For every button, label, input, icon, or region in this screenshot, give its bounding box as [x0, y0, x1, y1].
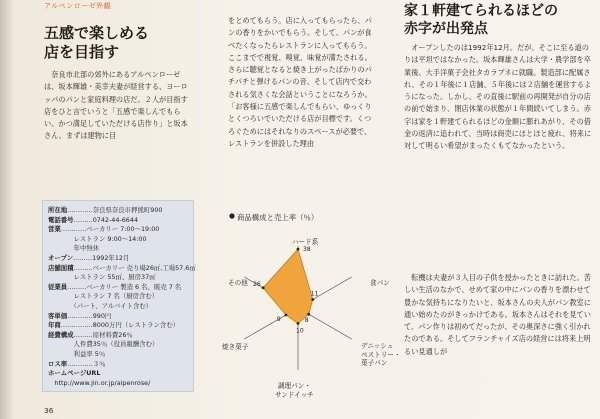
info-row-label: 従業員 — [48, 282, 68, 291]
info-row-value: …………990円 — [67, 311, 112, 320]
info-row — [48, 302, 152, 311]
info-row-value: レストラン 7 名（厨房含む） — [48, 292, 159, 301]
info-row — [48, 273, 156, 282]
radar-data-point — [311, 298, 314, 301]
info-row — [48, 321, 179, 330]
binding-shadow — [0, 0, 14, 419]
info-row — [48, 331, 133, 340]
info-row-value: レストラン 9:00〜14:00 — [48, 234, 147, 243]
info-row-label: 客単価 — [48, 311, 68, 320]
info-row — [48, 312, 111, 321]
left-intro: 奈良市北部の郊外にあるアルペンローゼは、坂本輝雄・美幸夫妻が経営する、ヨーロッパのパンと家庭料理の店だ。２人が目指す店をひと言でいうと「五感で楽しんでもらい、かつ満足していただける店作り」と坂本さん。まずは建物に目 — [44, 70, 188, 141]
radar-value-label: 38 — [303, 246, 311, 254]
radar-data-point — [285, 314, 288, 317]
info-row-value: …………３％ — [67, 359, 106, 368]
info-row-value: …………奈良県奈良市押熊町900 — [67, 206, 163, 214]
right-text-1: オープンしたのは1992年12月。だが、そこに至る道のりは平坦ではなかった。坂本輝雄さんは大学・農学部を卒業後、大手洋菓子会社タカラブネに就職。製造部に配属され、その１年後に１店舗、５年後には２店舗を運営するようになった。しかし、その直後に駅前の再開発が自分の店の前で始まり、閉店休業の状態が１年間続いてしまう。赤字は家を１軒建てられるほどの金額に膨れあがり、その借金の返済に追われて、当時は商売にほとほと疲れ、将来に対して明るい希望がまったくもてなかったという。 — [404, 43, 592, 151]
right-title — [404, 2, 594, 38]
radar-value-label: 9 — [276, 316, 281, 323]
info-row-value: 年中無休 — [48, 244, 100, 253]
info-row-value: 利益率 5％ — [48, 350, 106, 358]
info-row-value: （パート、アルバイト含む） — [48, 302, 153, 310]
radar-data-point — [262, 286, 265, 289]
info-row — [48, 360, 106, 369]
page-number: 36 — [44, 406, 54, 415]
right-text-2: 転機は夫妻が３人目の子供を授かったときに訪れた。苦しい生活のなかで、せめて家の中にパンの香りを漂わせて豊かな気持ちになりたいと、坂本さんの夫人がパン教室に通い始めたのがきっかけである。坂本さんはそれを見ていて、パン作りは初めてだったが、その奥深さに強く引かれたのである。そしてフランチャイズ店の経営には将来上明るい見通しが — [404, 273, 591, 356]
info-row-value: …………ベーカリー 7:00〜19:00 — [60, 225, 160, 234]
series-label: アルペンローゼ外観 — [44, 2, 112, 10]
info-row — [48, 225, 159, 234]
radar-axis-label: ハード系 — [292, 238, 319, 246]
info-row — [48, 254, 129, 263]
radar-axis-label: デニッシュ ペストリー・ 菓子パン — [361, 342, 401, 367]
radar-value-label: 26 — [253, 280, 261, 288]
info-row-value: ……………8000万円（レストラン含む） — [60, 321, 180, 330]
info-row-label: オープン — [48, 254, 73, 262]
info-row-value: ………1992年12月 — [73, 254, 130, 262]
radar-data-point — [297, 322, 300, 325]
radar-axis-label: 焼き菓子 — [222, 343, 249, 351]
radar-value-label: 11 — [310, 290, 319, 298]
info-row-label: 年商 — [48, 321, 61, 330]
info-row — [48, 244, 99, 253]
info-row-label: 経費構成 — [48, 330, 74, 339]
radar-value-label: 10 — [296, 327, 304, 335]
info-row — [48, 283, 181, 292]
left-title-text: 五感で楽しめる 店を目指す — [44, 24, 150, 61]
left-title — [44, 24, 184, 62]
radar-axis-label: 食パン — [370, 279, 390, 287]
info-row-label: ロス率 — [48, 359, 68, 368]
info-row-value: レストラン 55㎡、厨房37㎡ — [48, 273, 156, 282]
radar-data-point — [307, 313, 310, 316]
info-row-label: ホームページURL — [48, 369, 101, 378]
info-row — [48, 216, 138, 225]
info-row-value: ………原材料費26％ — [73, 330, 133, 339]
info-row — [48, 235, 147, 244]
info-row-label: 所在地 — [48, 206, 68, 214]
radar-axis-label: 調理パン・ サンドイッチ — [275, 382, 314, 399]
info-row-value: ………ベーカリー 製造 6 名、販売 7 名 — [67, 282, 182, 291]
info-row — [48, 340, 158, 349]
radar-data-area — [263, 249, 313, 323]
bullet-icon — [229, 213, 235, 219]
right-title-text: 家１軒建てられるほどの 赤字が出発点 — [404, 3, 558, 37]
radar-value-label: 8 — [304, 317, 309, 325]
info-row-value: ………ベーカリー 売り場26㎡,工場57.6㎡ — [73, 263, 196, 272]
info-row-value: ………0742-44-6644 — [73, 215, 139, 224]
info-row-label: 電話番号 — [48, 215, 74, 224]
radar-data-point — [297, 248, 300, 251]
info-row — [48, 350, 105, 359]
info-row-label: 店舗面積 — [48, 263, 74, 272]
info-row-value: http://www.jin.or.jp/alpenrose/ — [48, 378, 151, 387]
info-row — [48, 369, 100, 378]
info-row — [48, 379, 150, 388]
info-row — [48, 264, 196, 273]
info-row — [48, 292, 158, 301]
info-row — [48, 206, 162, 215]
radar-axis-label: その他 — [228, 279, 248, 287]
middle-text: をとめてもらう。店に入ってもらったら、パンの香りをかいでもらう。そして、パンが食べたくなったらレストランに入ってもらう。ここまでで視覚、嗅覚、味覚が満たされる。さらに聴覚となると焼き上がったばかりのパチパチと弾けるパンの音、そして店内で交わされる気さくな会話ということになろうか。「お客様に五感で楽しんでもらい、ゆっくりとくつろいでいただける店が目標です。くつろぐためにはそれなりのスペースが必要で、レストランを併設した理由 — [228, 16, 372, 148]
info-row-label: 営業 — [48, 225, 61, 234]
chart-title: 商品構成と売上率（％） — [237, 213, 319, 222]
info-row-value: 人件費35％（役員報酬含む） — [48, 340, 159, 349]
